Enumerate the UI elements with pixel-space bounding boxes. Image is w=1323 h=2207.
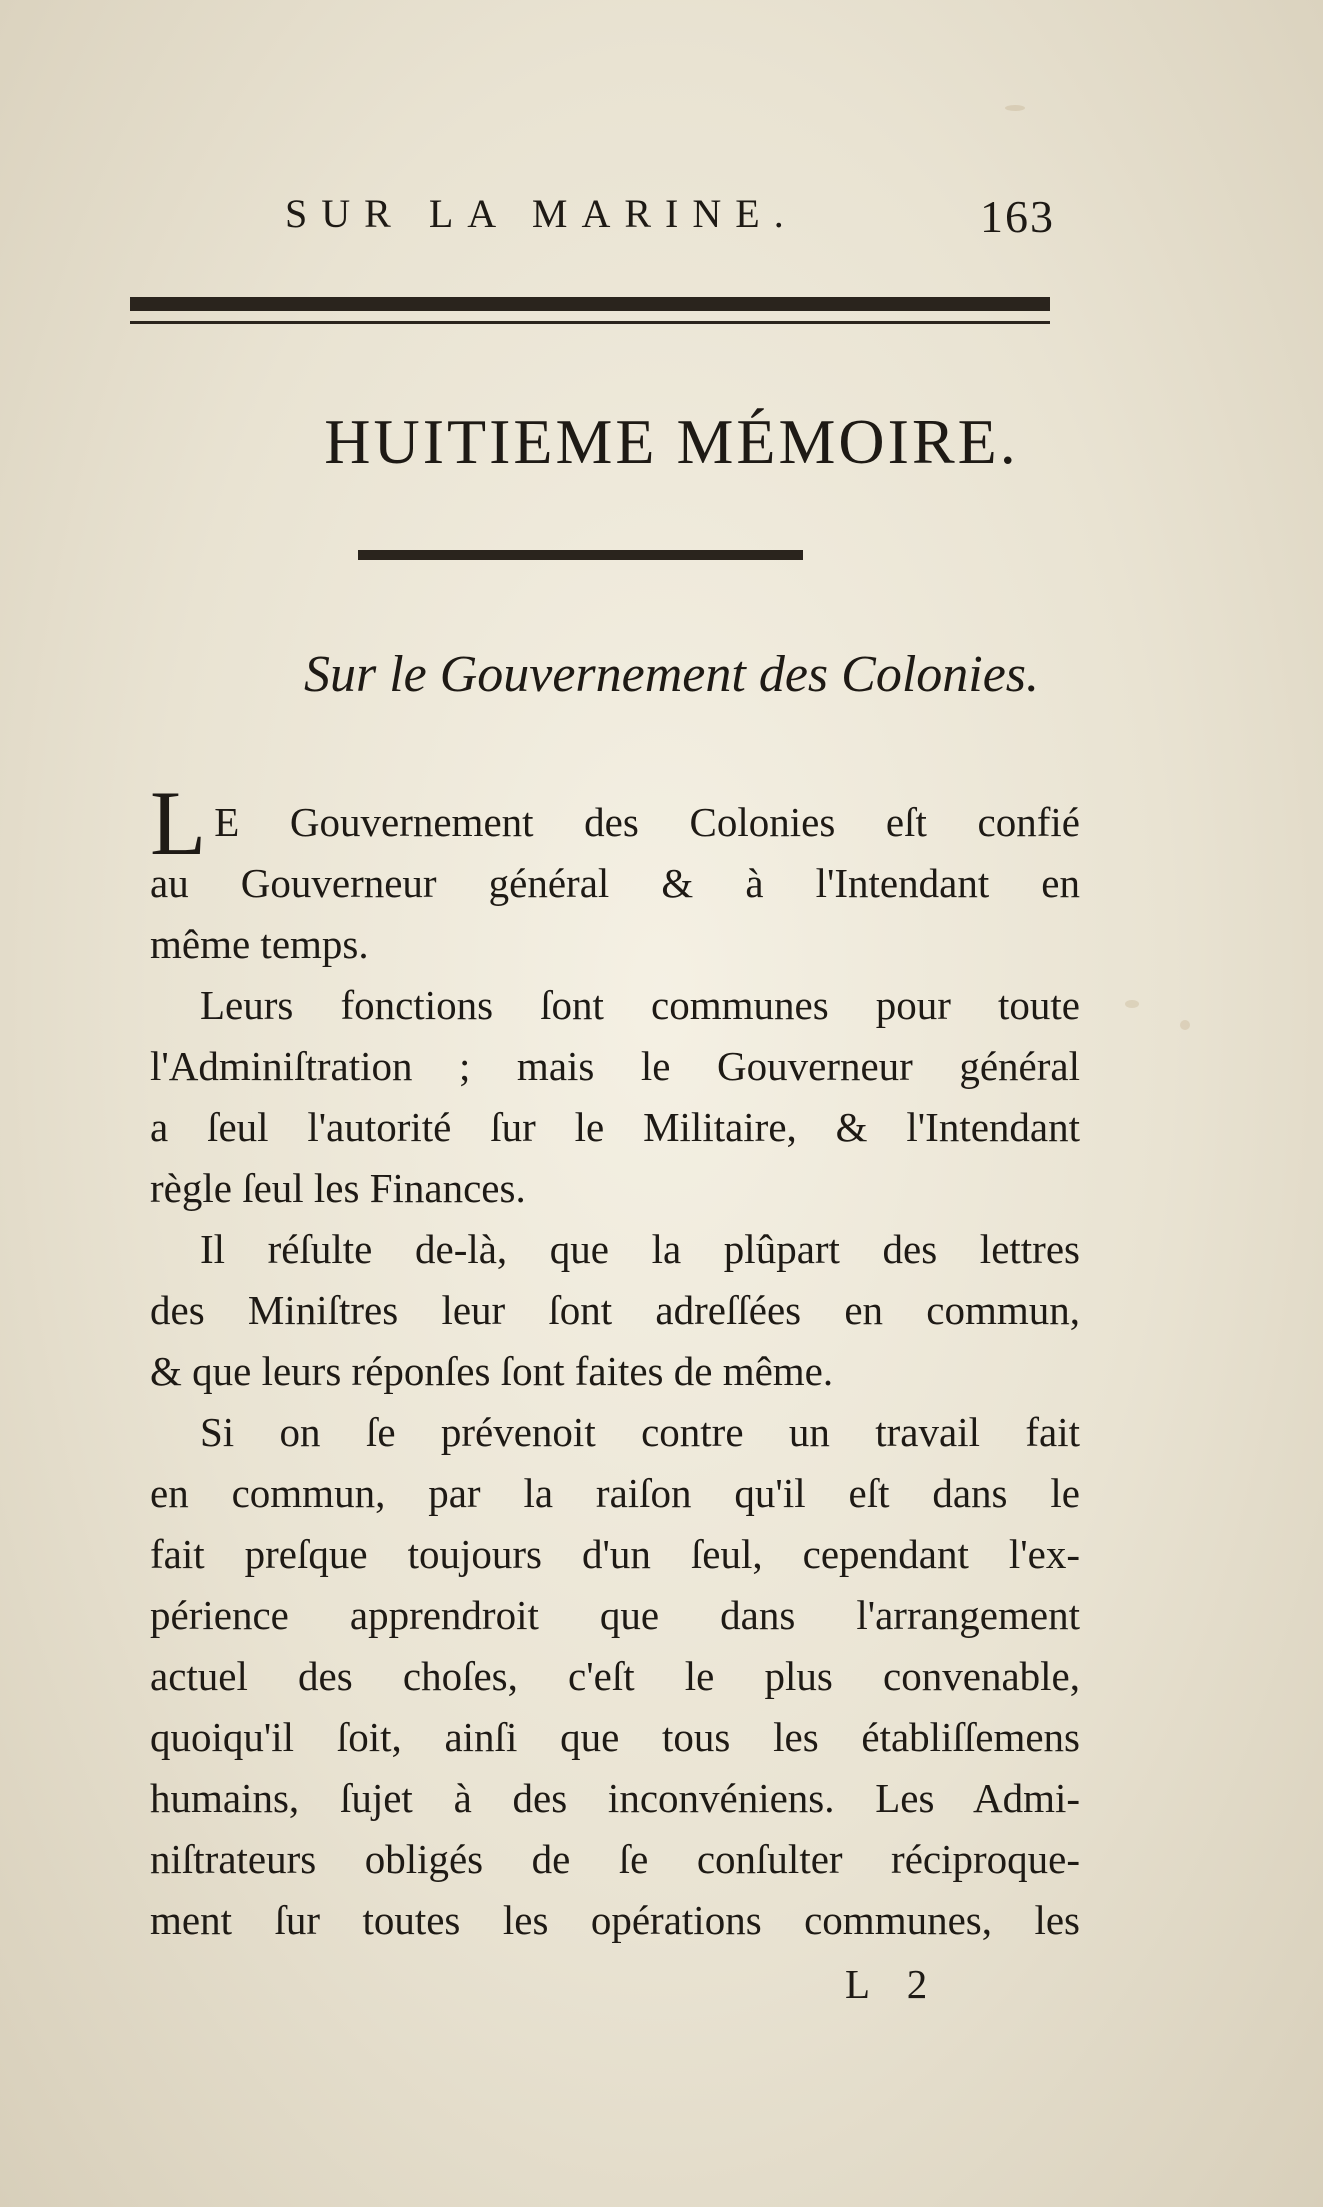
text-line: quoiqu'il ſoit, ainſi que tous les établiſſemens — [150, 1714, 1080, 1760]
text-line: Si on ſe prévenoit contre un travail fait — [200, 1409, 1080, 1455]
text-line: humains, ſujet à des inconvéniens. Les Admi- — [150, 1775, 1080, 1821]
text-line: l'Adminiſtration ; mais le Gouverneur général — [150, 1043, 1080, 1089]
title-rule — [358, 550, 803, 560]
header-rule-thin — [130, 321, 1050, 324]
text-line: périence apprendroit que dans l'arrangement — [150, 1592, 1080, 1638]
text-line: actuel des choſes, c'eſt le plus convenable, — [150, 1653, 1080, 1699]
text-line: au Gouverneur général & à l'Intendant en — [150, 860, 1080, 906]
signature-mark: L 2 — [845, 1961, 942, 2007]
text-line: niſtrateurs obligés de ſe conſulter réciproque- — [150, 1836, 1080, 1882]
text-line: Il réſulte de-là, que la plûpart des lettres — [200, 1226, 1080, 1272]
page-number: 163 — [980, 191, 1055, 242]
text-line: en commun, par la raiſon qu'il eſt dans le — [150, 1470, 1080, 1516]
text-line: règle ſeul les Finances. — [150, 1165, 526, 1211]
text-line: & que leurs réponſes ſont faites de même. — [150, 1348, 834, 1394]
paper-stain — [1005, 105, 1025, 111]
text-line: L E Gouvernement des Colonies eſt confié — [150, 772, 1080, 874]
text-line: Leurs fonctions ſont communes pour toute — [200, 982, 1080, 1028]
paper-stain — [1125, 1000, 1139, 1008]
running-title: SUR LA MARINE. — [285, 191, 798, 236]
header-rule-thick — [130, 297, 1050, 311]
text-line: a ſeul l'autorité ſur le Militaire, & l'Intendant — [150, 1104, 1080, 1150]
chapter-title: HUITIEME MÉMOIRE. — [324, 406, 1019, 477]
drop-cap: L — [150, 772, 207, 874]
text-line: ment ſur toutes les opérations communes, les — [150, 1897, 1080, 1943]
running-header — [285, 190, 1055, 250]
text-line: fait preſque toujours d'un ſeul, cependant l'ex- — [150, 1531, 1080, 1577]
paper-stain — [1180, 1020, 1190, 1030]
body-text — [150, 772, 1080, 1951]
text-line: des Miniſtres leur ſont adreſſées en commun, — [150, 1287, 1080, 1333]
text-line: même temps. — [150, 921, 369, 967]
chapter-subtitle: Sur le Gouvernement des Colonies. — [303, 646, 1040, 703]
